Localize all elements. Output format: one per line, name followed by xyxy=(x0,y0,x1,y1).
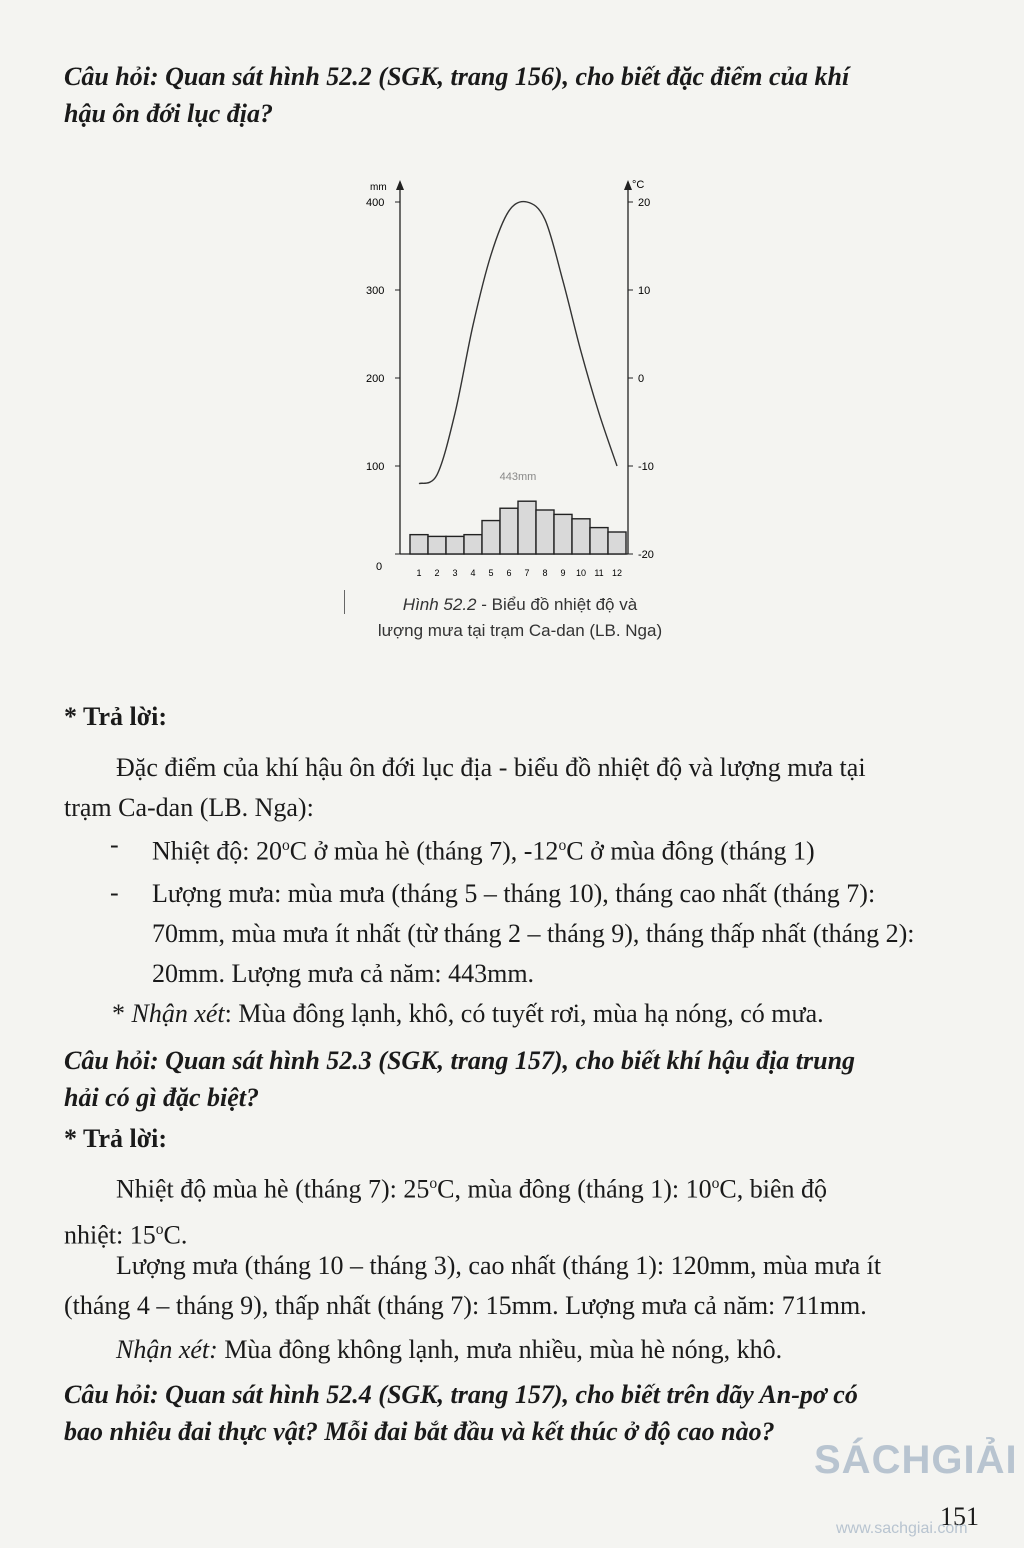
question-3-line-2: bao nhiêu đai thực vật? Mỗi đai bắt đầu và kết thúc ở độ cao nào? xyxy=(64,1417,775,1446)
caption-line-2: lượng mưa tại trạm Ca-dan (LB. Nga) xyxy=(377,621,663,640)
temperature-line xyxy=(419,202,617,484)
temp-text-c: C ở mùa đông (tháng 1) xyxy=(566,836,815,866)
rainfall-line-3: 20mm. Lượng mưa cả năm: 443mm. xyxy=(152,959,535,988)
degree-sup-2: o xyxy=(558,837,567,854)
month-label: 3 xyxy=(452,568,458,578)
answer-2-temp-line-1 xyxy=(64,1164,984,1210)
question-1 xyxy=(64,58,984,132)
rainfall-bar xyxy=(428,536,446,554)
month-label: 2 xyxy=(434,568,440,578)
rainfall-bar xyxy=(482,521,500,554)
left-axis-unit: mm xyxy=(370,182,387,193)
left-axis-arrow xyxy=(396,180,404,190)
right-tick-label: 20 xyxy=(638,197,651,209)
answer-2-remark xyxy=(116,1330,986,1370)
question-2-line-2: hải có gì đặc biệt? xyxy=(64,1083,259,1112)
rainfall-bar xyxy=(536,510,554,554)
right-tick-label: -20 xyxy=(638,549,654,561)
month-label: 11 xyxy=(594,568,604,578)
annual-rainfall-annotation: 443mm xyxy=(499,471,537,483)
rainfall-bar xyxy=(446,536,464,554)
month-label: 10 xyxy=(575,568,587,578)
a2-text-b: C, mùa đông (tháng 1): 10 xyxy=(437,1174,712,1204)
answer-1-heading: * Trả lời: xyxy=(64,702,167,731)
month-label: 1 xyxy=(416,568,422,578)
month-label: 8 xyxy=(542,568,548,578)
question-1-line-1: Câu hỏi: Quan sát hình 52.2 (SGK, trang 156), cho biết đặc điểm của khí xyxy=(64,62,850,91)
left-tick-label: 200 xyxy=(366,373,385,385)
a2-text-d: nhiệt: 15 xyxy=(64,1220,156,1250)
rainfall-line-2: 70mm, mùa mưa ít nhất (từ tháng 2 – tháng 9), tháng thấp nhất (tháng 2): xyxy=(152,919,915,948)
month-label: 5 xyxy=(488,568,494,578)
remark-star: * xyxy=(112,999,132,1028)
a2-text-e: C. xyxy=(163,1220,188,1250)
rainfall-bar xyxy=(554,514,572,554)
rainfall-bar xyxy=(518,501,536,554)
rainfall-bar xyxy=(608,532,626,554)
question-2 xyxy=(64,1042,984,1116)
answer-2-rain-line-2: (tháng 4 – tháng 9), thấp nhất (tháng 7): 15mm. Lượng mưa cả năm: 711mm. xyxy=(64,1291,867,1320)
climate-chart xyxy=(340,172,700,587)
rainfall-line-1: Lượng mưa: mùa mưa (tháng 5 – tháng 10), tháng cao nhất (tháng 7): xyxy=(152,879,876,908)
a2-degree-3: o xyxy=(155,1220,164,1238)
rainfall-bar xyxy=(500,508,518,554)
temp-text-b: C ở mùa hè (tháng 7), -12 xyxy=(289,836,559,866)
caption-figure-number: Hình 52.2 xyxy=(402,595,477,614)
right-tick-label: -10 xyxy=(638,461,654,473)
question-2-line-1: Câu hỏi: Quan sát hình 52.3 (SGK, trang 157), cho biết khí hậu địa trung xyxy=(64,1046,856,1075)
watermark-url: www.sachgiai.com xyxy=(836,1520,968,1537)
page-number: 151 xyxy=(940,1502,979,1531)
answer-1-intro-line-1: Đặc điểm của khí hậu ôn đới lục địa - biểu đồ nhiệt độ và lượng mưa tại xyxy=(116,753,866,782)
answer-1-intro xyxy=(64,748,984,828)
answer-2-rainfall xyxy=(64,1246,984,1326)
bullet-temperature xyxy=(152,826,982,872)
answer-2-temperature xyxy=(64,1164,984,1255)
rainfall-bar xyxy=(410,535,428,554)
answer-2-rain-line-1: Lượng mưa (tháng 10 – tháng 3), cao nhất (tháng 1): 120mm, mùa mưa ít xyxy=(116,1251,882,1280)
rainfall-bar xyxy=(590,528,608,554)
bullet-dash-2: - xyxy=(110,878,119,907)
a2-degree-1: o xyxy=(429,1175,438,1192)
question-3-line-1: Câu hỏi: Quan sát hình 52.4 (SGK, trang 157), cho biết trên dãy An-pơ có xyxy=(64,1380,858,1409)
figure-caption xyxy=(330,592,710,644)
question-1-line-2: hậu ôn đới lục địa? xyxy=(64,99,274,128)
left-tick-label: 0 xyxy=(376,561,383,573)
bullet-dash-1: - xyxy=(110,830,119,859)
month-label: 9 xyxy=(560,568,566,578)
remark-label: Nhận xét xyxy=(131,999,225,1028)
left-tick-label: 100 xyxy=(366,461,385,473)
right-axis-unit: °C xyxy=(632,179,645,191)
a2-degree-2: o xyxy=(711,1175,720,1192)
a2-text-a: Nhiệt độ mùa hè (tháng 7): 25 xyxy=(116,1174,430,1204)
month-label: 12 xyxy=(611,568,623,578)
bullet-rainfall xyxy=(152,874,982,994)
caption-title-part: - Biểu đồ nhiệt độ và xyxy=(476,595,638,614)
month-label: 4 xyxy=(470,568,476,578)
watermark-logo: SÁCHGIẢI xyxy=(814,1438,1018,1482)
answer-2-remark-label: Nhận xét: xyxy=(116,1335,218,1364)
right-axis-arrow xyxy=(624,180,632,190)
temp-text-a: Nhiệt độ: 20 xyxy=(152,836,282,866)
left-tick-label: 400 xyxy=(366,197,385,209)
answer-2-remark-text: Mùa đông không lạnh, mưa nhiều, mùa hè nóng, khô. xyxy=(217,1335,783,1364)
month-label: 7 xyxy=(524,568,530,578)
rainfall-bar xyxy=(572,519,590,554)
rainfall-bar xyxy=(464,535,482,554)
answer-1-intro-line-2: trạm Ca-dan (LB. Nga): xyxy=(64,793,314,822)
a2-text-c: C, biên độ xyxy=(719,1174,827,1204)
month-label: 6 xyxy=(506,568,512,578)
degree-sup-1: o xyxy=(282,837,290,854)
remark-text: : Mùa đông lạnh, khô, có tuyết rơi, mùa hạ nóng, có mưa. xyxy=(224,999,824,1028)
answer-1-remark xyxy=(112,994,982,1034)
right-tick-label: 0 xyxy=(638,373,645,385)
left-tick-label: 300 xyxy=(366,285,385,297)
answer-2-heading: * Trả lời: xyxy=(64,1124,167,1153)
right-tick-label: 10 xyxy=(638,285,651,297)
climate-chart-svg xyxy=(340,172,700,587)
